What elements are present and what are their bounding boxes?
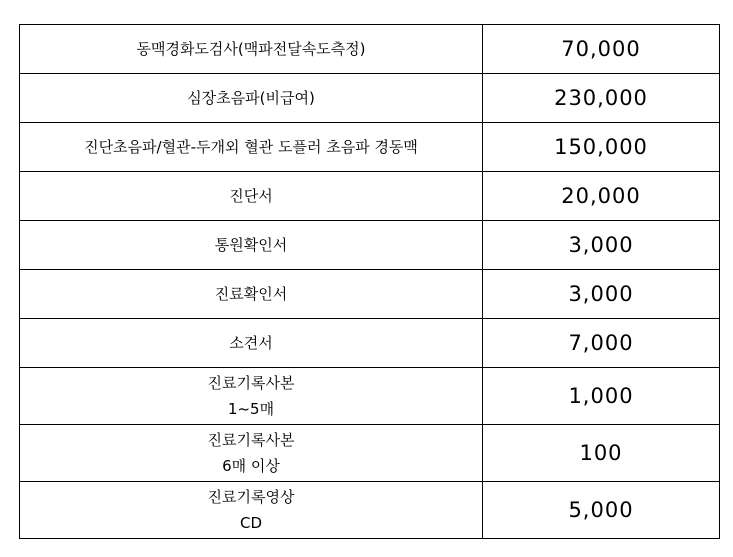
price-cell: 1,000 (483, 368, 720, 425)
item-cell: 동맥경화도검사(맥파전달속도측정) (20, 25, 483, 74)
table-row (20, 368, 720, 425)
price-cell: 7,000 (483, 319, 720, 368)
table-row (20, 425, 720, 482)
price-cell: 3,000 (483, 270, 720, 319)
fee-table (19, 24, 720, 539)
table-row (20, 172, 720, 221)
item-cell: 소견서 (20, 319, 483, 368)
price-cell: 230,000 (483, 74, 720, 123)
price-cell: 70,000 (483, 25, 720, 74)
item-cell: 진료기록영상 CD (20, 482, 483, 539)
price-cell: 100 (483, 425, 720, 482)
table-row (20, 25, 720, 74)
table-row (20, 482, 720, 539)
table-row (20, 123, 720, 172)
price-cell: 5,000 (483, 482, 720, 539)
item-cell: 진료확인서 (20, 270, 483, 319)
item-cell: 진료기록사본 6매 이상 (20, 425, 483, 482)
price-cell: 150,000 (483, 123, 720, 172)
table-row (20, 221, 720, 270)
table-row (20, 319, 720, 368)
table-row (20, 270, 720, 319)
item-cell: 진단초음파/혈관-두개외 혈관 도플러 초음파 경동맥 (20, 123, 483, 172)
price-cell: 20,000 (483, 172, 720, 221)
item-cell: 통원확인서 (20, 221, 483, 270)
table-row (20, 74, 720, 123)
item-cell: 진료기록사본 1~5매 (20, 368, 483, 425)
item-cell: 심장초음파(비급여) (20, 74, 483, 123)
price-cell: 3,000 (483, 221, 720, 270)
item-cell: 진단서 (20, 172, 483, 221)
